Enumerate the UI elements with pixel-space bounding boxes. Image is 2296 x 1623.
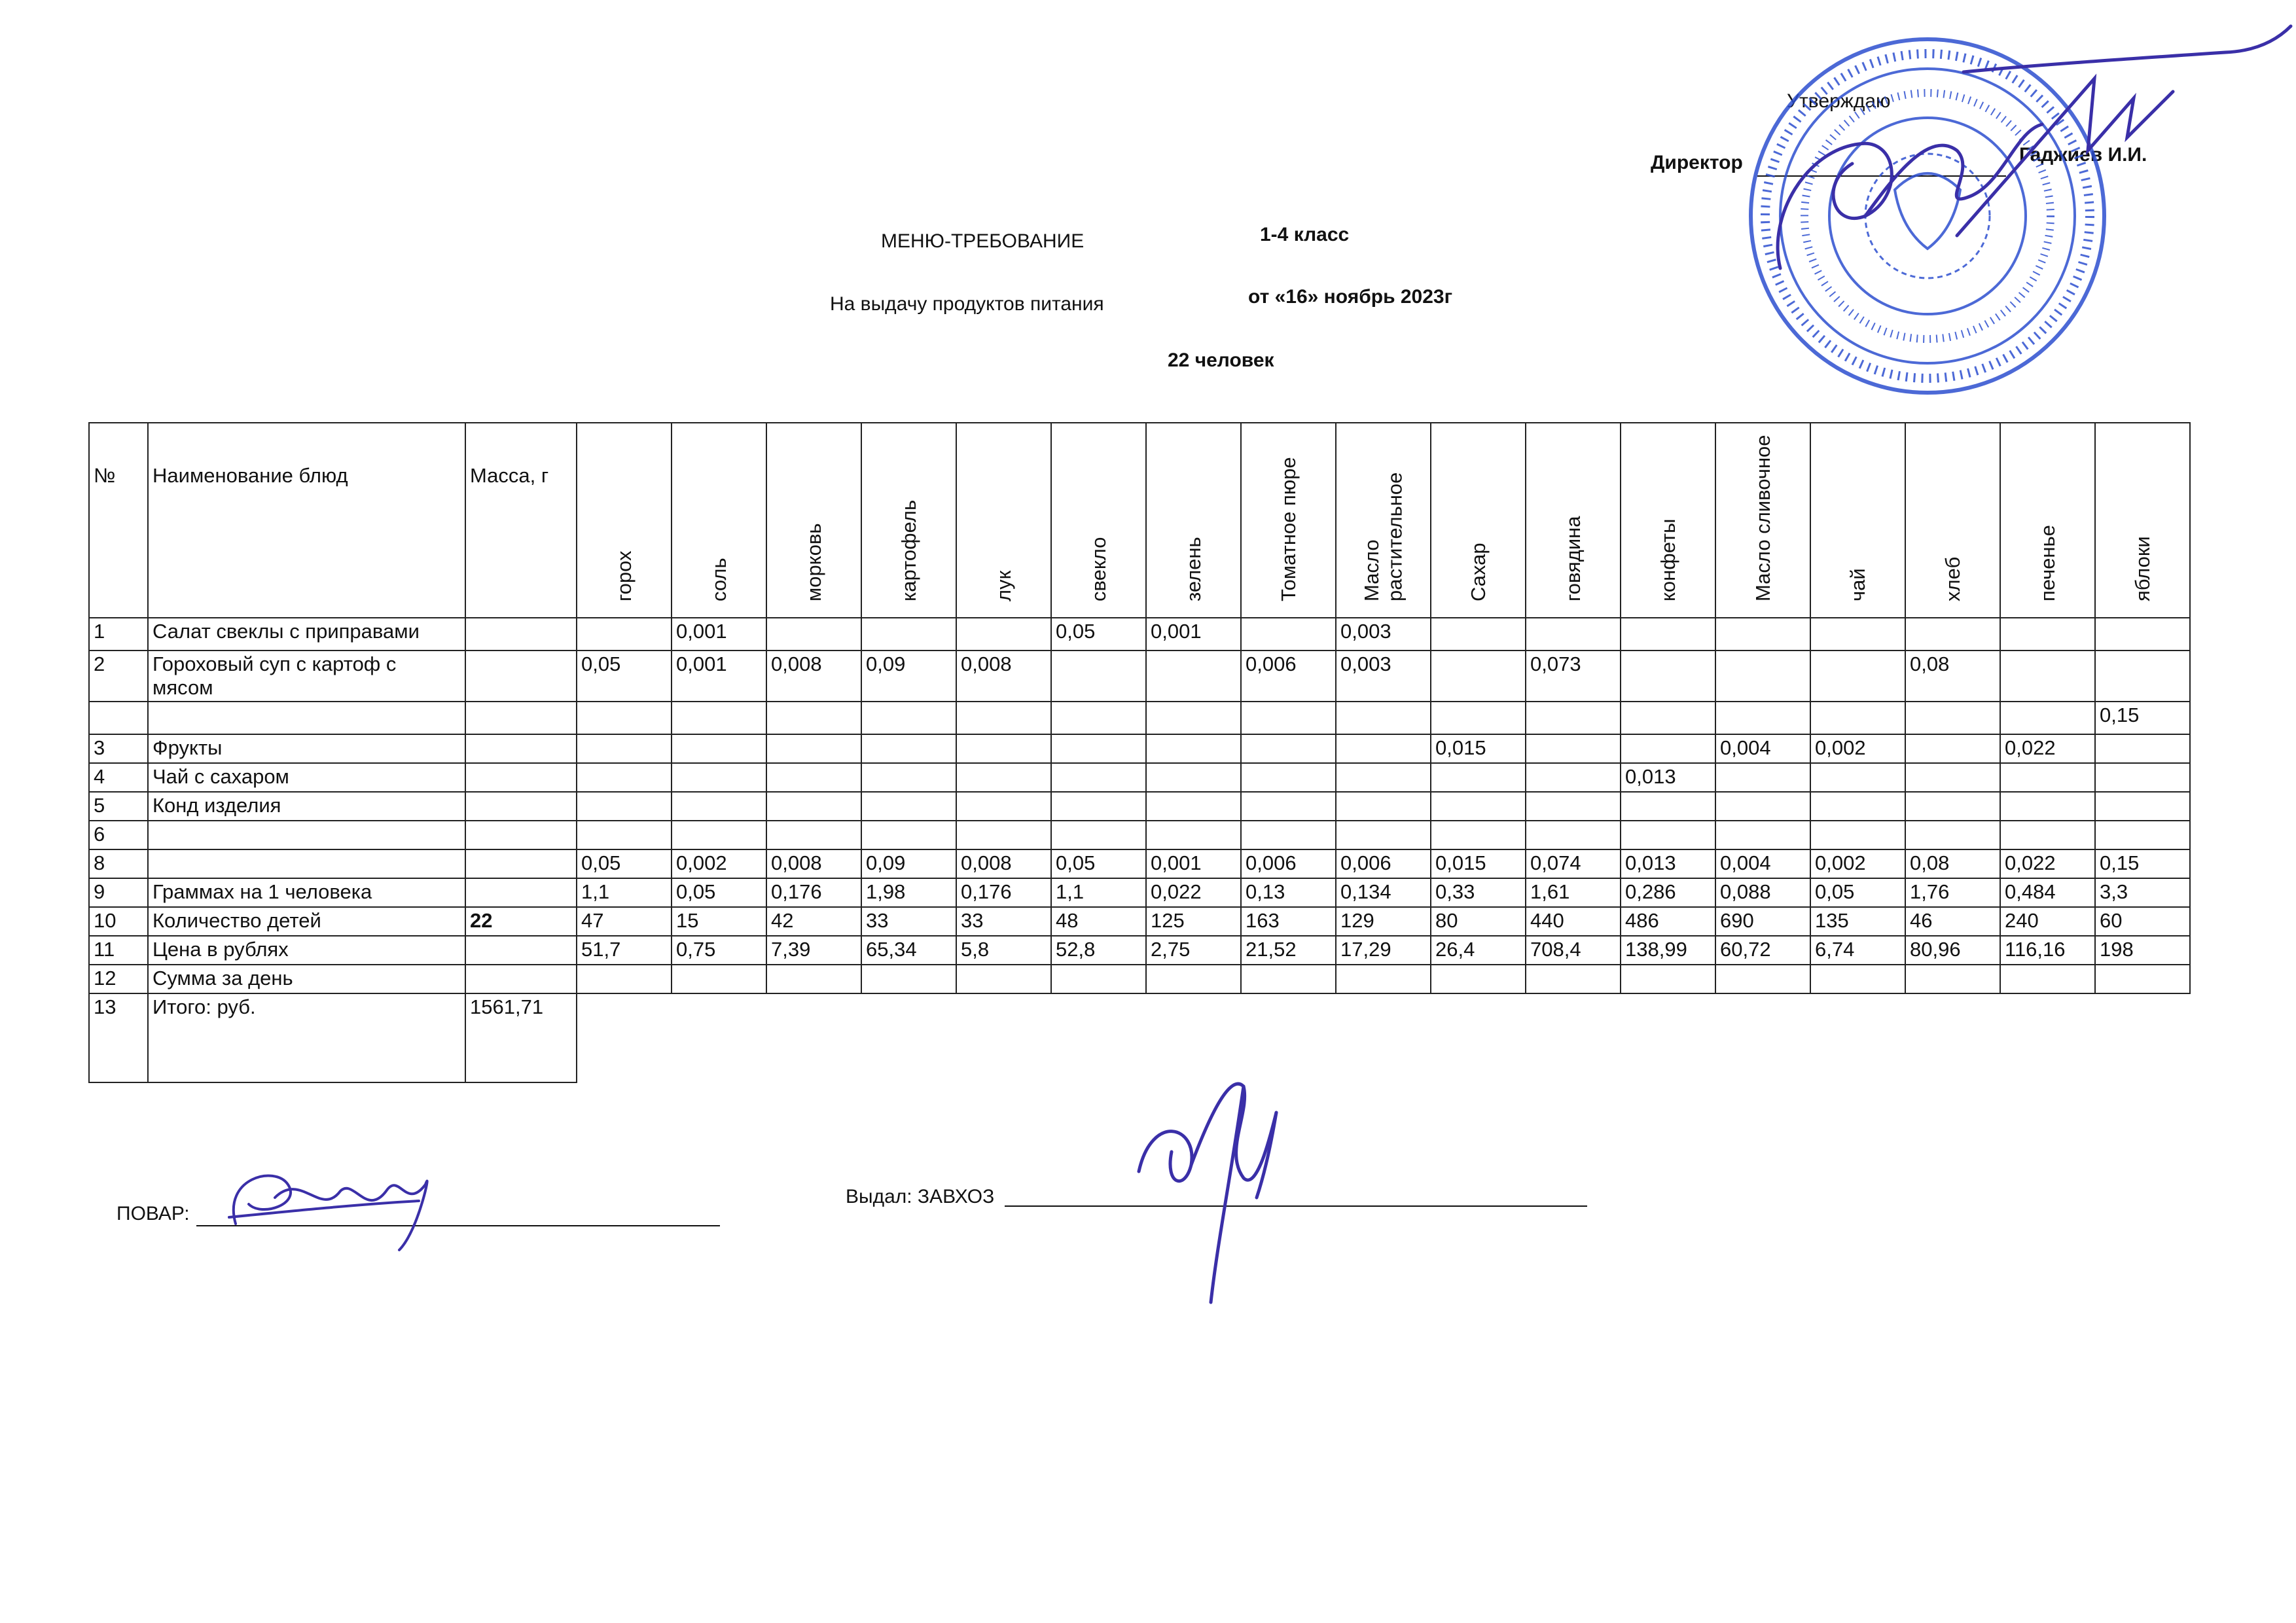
value-cell	[2095, 618, 2190, 651]
value-cell	[1810, 618, 1905, 651]
dish-mass	[465, 936, 577, 965]
value-cell: 125	[1146, 907, 1241, 936]
table-row	[89, 936, 2190, 965]
value-cell: 0,33	[1431, 878, 1526, 907]
value-cell: 0,008	[766, 651, 861, 702]
row-number: 9	[89, 878, 148, 907]
value-cell: 6,74	[1810, 936, 1905, 965]
value-cell	[861, 734, 956, 763]
document-subtitle: На выдачу продуктов питания	[830, 293, 1104, 315]
table-row	[89, 821, 2190, 849]
value-cell	[1146, 965, 1241, 993]
value-cell	[1526, 618, 1621, 651]
value-cell: 0,074	[1526, 849, 1621, 878]
value-cell	[1905, 734, 2000, 763]
row-number: 11	[89, 936, 148, 965]
value-cell: 0,002	[1810, 734, 1905, 763]
table-row	[89, 907, 2190, 936]
value-cell	[1621, 651, 1715, 702]
value-cell: 0,003	[1336, 618, 1431, 651]
dish-name	[148, 702, 465, 734]
value-cell	[1336, 702, 1431, 734]
value-cell	[1621, 965, 1715, 993]
value-cell: 1,1	[1051, 878, 1146, 907]
value-cell	[1431, 792, 1526, 821]
value-cell	[1431, 702, 1526, 734]
value-cell	[766, 702, 861, 734]
value-cell	[1241, 965, 1336, 993]
value-cell: 42	[766, 907, 861, 936]
issued-label: Выдал: ЗАВХОЗ	[846, 1186, 995, 1207]
value-cell	[1336, 821, 1431, 849]
value-cell: 17,29	[1336, 936, 1431, 965]
table-row	[89, 618, 2190, 651]
value-cell	[1621, 734, 1715, 763]
product-header: лук	[956, 423, 1051, 618]
value-cell	[861, 792, 956, 821]
value-cell: 0,484	[2000, 878, 2095, 907]
value-cell: 0,08	[1905, 849, 2000, 878]
value-cell	[956, 821, 1051, 849]
value-cell	[2095, 821, 2190, 849]
table-row	[89, 763, 2190, 792]
table-row	[89, 965, 2190, 993]
row-number: 1	[89, 618, 148, 651]
value-cell: 1,1	[577, 878, 672, 907]
value-cell	[1051, 702, 1146, 734]
value-cell	[577, 792, 672, 821]
value-cell: 2,75	[1146, 936, 1241, 965]
value-cell	[861, 763, 956, 792]
dish-mass	[465, 965, 577, 993]
product-header: яблоки	[2095, 423, 2190, 618]
value-cell	[1241, 618, 1336, 651]
value-cell	[2000, 651, 2095, 702]
value-cell	[1146, 763, 1241, 792]
value-cell	[1526, 965, 1621, 993]
value-cell: 0,008	[956, 849, 1051, 878]
product-header: хлеб	[1905, 423, 2000, 618]
value-cell	[956, 734, 1051, 763]
value-cell	[1715, 965, 1810, 993]
value-cell	[577, 618, 672, 651]
dish-name: Гороховый суп с картоф с мясом	[148, 651, 465, 702]
value-cell: 0,176	[766, 878, 861, 907]
value-cell	[1715, 702, 1810, 734]
value-cell	[956, 618, 1051, 651]
value-cell: 0,002	[672, 849, 766, 878]
value-cell: 0,05	[577, 651, 672, 702]
value-cell: 80,96	[1905, 936, 2000, 965]
dish-name: Конд изделия	[148, 792, 465, 821]
value-cell	[1715, 651, 1810, 702]
value-cell: 0,05	[1051, 849, 1146, 878]
table-row	[89, 702, 2190, 734]
value-cell	[1336, 792, 1431, 821]
value-cell	[1621, 821, 1715, 849]
dish-mass	[465, 734, 577, 763]
table-row	[89, 993, 2190, 1082]
value-cell	[1241, 734, 1336, 763]
menu-table	[88, 422, 2191, 1083]
value-cell: 65,34	[861, 936, 956, 965]
value-cell	[1905, 965, 2000, 993]
value-cell	[1810, 651, 1905, 702]
value-cell: 0,003	[1336, 651, 1431, 702]
col-mass-header: Масса, г	[465, 423, 577, 618]
dish-mass: 22	[465, 907, 577, 936]
value-cell	[956, 702, 1051, 734]
value-cell	[956, 792, 1051, 821]
table-row	[89, 651, 2190, 702]
table-row	[89, 878, 2190, 907]
value-cell	[1810, 821, 1905, 849]
value-cell: 0,008	[766, 849, 861, 878]
people-count: 22 человек	[1168, 349, 1274, 371]
col-name-header: Наименование блюд	[148, 423, 465, 618]
director-signature-line	[1757, 175, 2006, 177]
dish-name: Количество детей	[148, 907, 465, 936]
value-cell: 198	[2095, 936, 2190, 965]
dish-name: Чай с сахаром	[148, 763, 465, 792]
value-cell: 163	[1241, 907, 1336, 936]
value-cell	[2000, 965, 2095, 993]
document-title: МЕНЮ-ТРЕБОВАНИЕ	[881, 230, 1085, 252]
value-cell	[1810, 702, 1905, 734]
row-number: 5	[89, 792, 148, 821]
value-cell	[2000, 763, 2095, 792]
value-cell: 0,08	[1905, 651, 2000, 702]
product-header: соль	[672, 423, 766, 618]
value-cell: 440	[1526, 907, 1621, 936]
dish-mass	[465, 702, 577, 734]
value-cell: 0,05	[1051, 618, 1146, 651]
value-cell: 0,13	[1241, 878, 1336, 907]
value-cell	[1051, 792, 1146, 821]
value-cell	[2095, 763, 2190, 792]
value-cell	[766, 763, 861, 792]
value-cell: 116,16	[2000, 936, 2095, 965]
value-cell: 0,006	[1336, 849, 1431, 878]
row-number: 3	[89, 734, 148, 763]
value-cell: 0,001	[672, 618, 766, 651]
value-cell	[2000, 618, 2095, 651]
value-cell: 5,8	[956, 936, 1051, 965]
value-cell	[861, 618, 956, 651]
table-row	[89, 734, 2190, 763]
value-cell: 33	[956, 907, 1051, 936]
value-cell: 0,004	[1715, 849, 1810, 878]
dish-mass	[465, 792, 577, 821]
value-cell	[1526, 763, 1621, 792]
value-cell: 0,286	[1621, 878, 1715, 907]
value-cell	[1431, 651, 1526, 702]
value-cell: 46	[1905, 907, 2000, 936]
product-header: говядина	[1526, 423, 1621, 618]
dish-mass	[465, 849, 577, 878]
value-cell: 486	[1621, 907, 1715, 936]
value-cell	[2095, 651, 2190, 702]
value-cell: 52,8	[1051, 936, 1146, 965]
value-cell	[2095, 734, 2190, 763]
value-cell: 7,39	[766, 936, 861, 965]
value-cell	[1146, 702, 1241, 734]
value-cell: 0,004	[1715, 734, 1810, 763]
value-cell	[956, 965, 1051, 993]
value-cell	[672, 763, 766, 792]
value-cell: 1,76	[1905, 878, 2000, 907]
value-cell	[1905, 821, 2000, 849]
value-cell	[861, 821, 956, 849]
dish-name: Фрукты	[148, 734, 465, 763]
table-row	[89, 792, 2190, 821]
value-cell	[1810, 965, 1905, 993]
value-cell: 60	[2095, 907, 2190, 936]
value-cell	[766, 618, 861, 651]
value-cell: 0,05	[1810, 878, 1905, 907]
value-cell: 0,001	[672, 651, 766, 702]
product-header: зелень	[1146, 423, 1241, 618]
value-cell	[577, 965, 672, 993]
value-cell	[577, 763, 672, 792]
value-cell: 0,134	[1336, 878, 1431, 907]
value-cell: 0,15	[2095, 849, 2190, 878]
value-cell	[672, 702, 766, 734]
value-cell	[672, 792, 766, 821]
document-class: 1-4 класс	[1260, 224, 1350, 245]
table-header-row	[89, 423, 2190, 618]
value-cell	[1146, 734, 1241, 763]
value-cell: 51,7	[577, 936, 672, 965]
value-cell	[672, 965, 766, 993]
value-cell	[1526, 734, 1621, 763]
value-cell	[1241, 821, 1336, 849]
value-cell	[1526, 821, 1621, 849]
value-cell	[1051, 821, 1146, 849]
value-cell: 0,05	[672, 878, 766, 907]
value-cell	[1715, 792, 1810, 821]
row-number: 10	[89, 907, 148, 936]
dish-name: Сумма за день	[148, 965, 465, 993]
value-cell	[1905, 702, 2000, 734]
col-no-header: №	[89, 423, 148, 618]
dish-name: Итого: руб.	[148, 993, 465, 1082]
value-cell: 0,09	[861, 651, 956, 702]
value-cell: 80	[1431, 907, 1526, 936]
row-number: 8	[89, 849, 148, 878]
dish-mass	[465, 763, 577, 792]
value-cell	[1526, 702, 1621, 734]
value-cell	[1810, 792, 1905, 821]
value-cell	[1431, 965, 1526, 993]
product-header: Масло растительное	[1336, 423, 1431, 618]
value-cell: 0,15	[2095, 702, 2190, 734]
value-cell: 0,022	[2000, 734, 2095, 763]
value-cell	[1715, 763, 1810, 792]
value-cell	[1051, 763, 1146, 792]
value-cell: 47	[577, 907, 672, 936]
value-cell: 0,022	[2000, 849, 2095, 878]
value-cell: 0,002	[1810, 849, 1905, 878]
value-cell: 1,98	[861, 878, 956, 907]
product-header: чай	[1810, 423, 1905, 618]
value-cell	[1146, 821, 1241, 849]
value-cell: 0,006	[1241, 651, 1336, 702]
document-date: от «16» ноябрь 2023г	[1248, 286, 1453, 308]
value-cell: 690	[1715, 907, 1810, 936]
value-cell	[766, 965, 861, 993]
value-cell	[1621, 792, 1715, 821]
value-cell	[766, 821, 861, 849]
cook-signature-icon	[229, 1176, 427, 1251]
value-cell: 0,088	[1715, 878, 1810, 907]
value-cell	[1810, 763, 1905, 792]
value-cell	[1051, 965, 1146, 993]
value-cell	[2095, 792, 2190, 821]
value-cell: 240	[2000, 907, 2095, 936]
value-cell	[1431, 618, 1526, 651]
value-cell: 15	[672, 907, 766, 936]
dish-name: Салат свеклы с приправами	[148, 618, 465, 651]
cook-label: ПОВАР:	[117, 1203, 190, 1224]
value-cell	[861, 702, 956, 734]
value-cell	[577, 821, 672, 849]
value-cell: 0,013	[1621, 849, 1715, 878]
value-cell	[1526, 792, 1621, 821]
value-cell	[672, 821, 766, 849]
product-header: Сахар	[1431, 423, 1526, 618]
director-label: Директор	[1651, 152, 1743, 173]
value-cell: 60,72	[1715, 936, 1810, 965]
value-cell	[1146, 792, 1241, 821]
value-cell: 0,015	[1431, 734, 1526, 763]
value-cell	[861, 965, 956, 993]
value-cell: 0,022	[1146, 878, 1241, 907]
value-cell: 0,05	[577, 849, 672, 878]
value-cell	[766, 734, 861, 763]
dish-mass	[465, 878, 577, 907]
issued-signature-line	[1005, 1205, 1587, 1207]
value-cell: 1,61	[1526, 878, 1621, 907]
value-cell: 0,176	[956, 878, 1051, 907]
product-header: конфеты	[1621, 423, 1715, 618]
director-name: Гаджиев И.И.	[2019, 144, 2147, 166]
storekeeper-signature-icon	[1139, 1084, 1276, 1302]
value-cell	[1051, 734, 1146, 763]
value-cell	[1905, 763, 2000, 792]
row-number: 13	[89, 993, 148, 1082]
value-cell	[2000, 702, 2095, 734]
dish-mass	[465, 651, 577, 702]
approval-title: Утверждаю	[1787, 90, 1891, 112]
value-cell	[1621, 618, 1715, 651]
value-cell	[1336, 965, 1431, 993]
value-cell	[1241, 792, 1336, 821]
value-cell: 135	[1810, 907, 1905, 936]
value-cell	[2000, 792, 2095, 821]
product-header: картофель	[861, 423, 956, 618]
value-cell: 0,008	[956, 651, 1051, 702]
value-cell	[1431, 763, 1526, 792]
row-number: 6	[89, 821, 148, 849]
dish-mass: 1561,71	[465, 993, 577, 1082]
table-row	[89, 849, 2190, 878]
value-cell	[1905, 792, 2000, 821]
value-cell	[1146, 651, 1241, 702]
value-cell	[1715, 618, 1810, 651]
row-number: 2	[89, 651, 148, 702]
value-cell	[1715, 821, 1810, 849]
value-cell: 0,75	[672, 936, 766, 965]
value-cell: 26,4	[1431, 936, 1526, 965]
value-cell	[1241, 702, 1336, 734]
value-cell: 0,09	[861, 849, 956, 878]
value-cell: 0,001	[1146, 849, 1241, 878]
value-cell: 48	[1051, 907, 1146, 936]
value-cell	[1621, 702, 1715, 734]
value-cell: 129	[1336, 907, 1431, 936]
value-cell	[1431, 821, 1526, 849]
product-header: свекло	[1051, 423, 1146, 618]
value-cell	[956, 763, 1051, 792]
value-cell	[2095, 965, 2190, 993]
dish-mass	[465, 821, 577, 849]
value-cell	[1051, 651, 1146, 702]
value-cell: 0,015	[1431, 849, 1526, 878]
product-header: Томатное пюре	[1241, 423, 1336, 618]
product-header: печенье	[2000, 423, 2095, 618]
value-cell	[1336, 734, 1431, 763]
value-cell: 0,006	[1241, 849, 1336, 878]
value-cell: 138,99	[1621, 936, 1715, 965]
value-cell	[766, 792, 861, 821]
value-cell: 0,013	[1621, 763, 1715, 792]
dish-name: Граммах на 1 человека	[148, 878, 465, 907]
value-cell	[2000, 821, 2095, 849]
row-number	[89, 702, 148, 734]
cook-signature-line	[196, 1225, 720, 1226]
value-cell: 33	[861, 907, 956, 936]
value-cell	[577, 702, 672, 734]
value-cell	[672, 734, 766, 763]
dish-name	[148, 821, 465, 849]
row-number: 4	[89, 763, 148, 792]
value-cell	[1905, 618, 2000, 651]
value-cell	[1336, 763, 1431, 792]
value-cell: 3,3	[2095, 878, 2190, 907]
value-cell: 708,4	[1526, 936, 1621, 965]
dish-name	[148, 849, 465, 878]
product-header: горох	[577, 423, 672, 618]
product-header: Масло сливочное	[1715, 423, 1810, 618]
value-cell	[1241, 763, 1336, 792]
dish-mass	[465, 618, 577, 651]
value-cell: 21,52	[1241, 936, 1336, 965]
product-header: морковь	[766, 423, 861, 618]
row-number: 12	[89, 965, 148, 993]
dish-name: Цена в рублях	[148, 936, 465, 965]
value-cell: 0,001	[1146, 618, 1241, 651]
value-cell: 0,073	[1526, 651, 1621, 702]
value-cell	[577, 734, 672, 763]
